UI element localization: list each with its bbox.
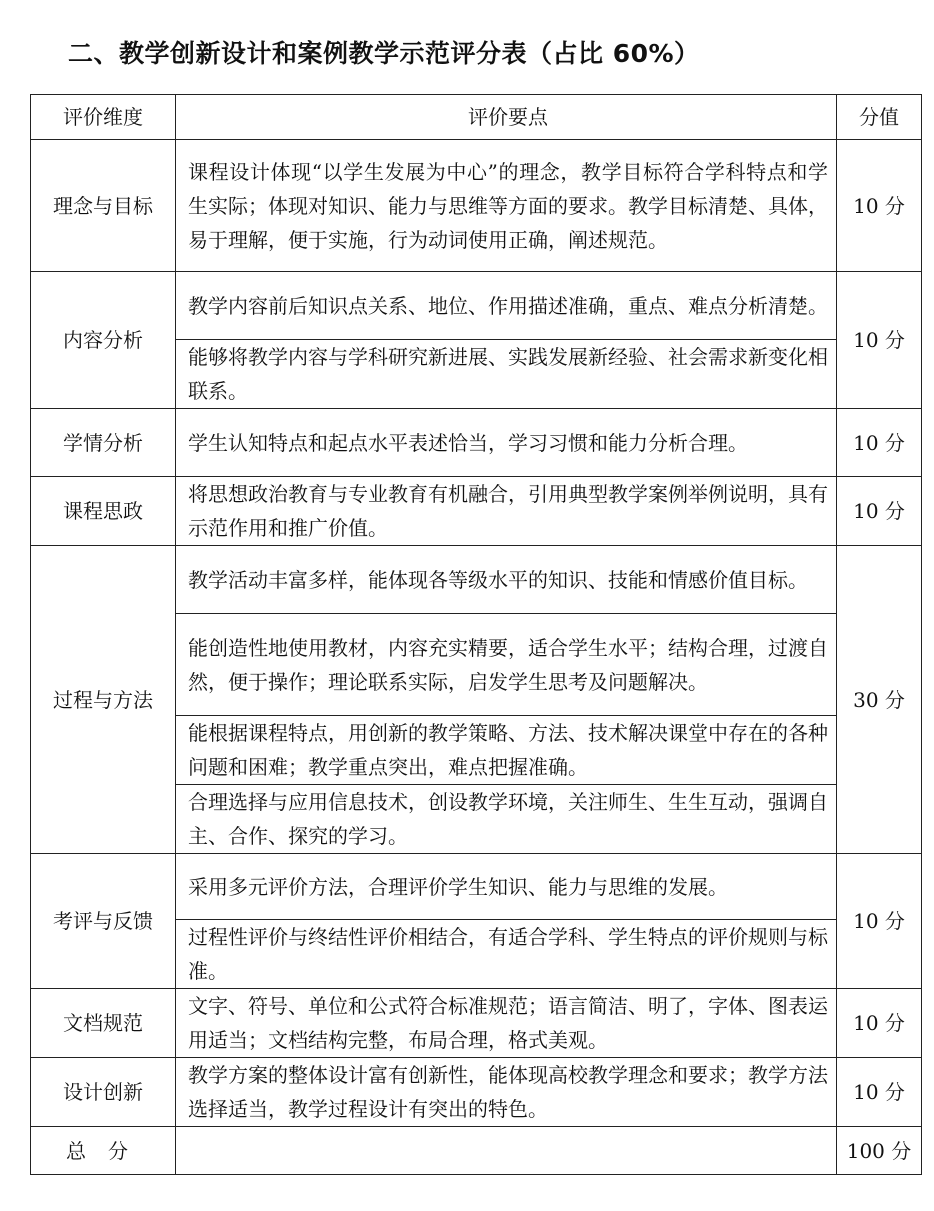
page-title: 二、教学创新设计和案例教学示范评分表（占比 60%） bbox=[68, 39, 700, 68]
total-empty-cell bbox=[176, 1127, 837, 1175]
criteria-cell: 能根据课程特点，用创新的教学策略、方法、技术解决课堂中存在的各种问题和困难；教学重点突出，难点把握准确。 bbox=[176, 716, 837, 785]
header-points: 评价要点 bbox=[176, 95, 837, 140]
header-row bbox=[31, 95, 922, 140]
score-cell: 10 分 bbox=[837, 989, 922, 1058]
criteria-cell: 能够将教学内容与学科研究新进展、实践发展新经验、社会需求新变化相联系。 bbox=[176, 340, 837, 409]
table-row bbox=[31, 1058, 922, 1127]
total-row bbox=[31, 1127, 922, 1175]
dimension-cell: 文档规范 bbox=[31, 989, 176, 1058]
table-row bbox=[31, 140, 922, 272]
criteria-cell: 将思想政治教育与专业教育有机融合，引用典型教学案例举例说明，具有示范作用和推广价值。 bbox=[176, 477, 837, 546]
dimension-cell: 学情分析 bbox=[31, 409, 176, 477]
dimension-cell: 考评与反馈 bbox=[31, 854, 176, 989]
score-cell: 10 分 bbox=[837, 854, 922, 989]
score-cell: 10 分 bbox=[837, 272, 922, 409]
criteria-cell: 教学活动丰富多样，能体现各等级水平的知识、技能和情感价值目标。 bbox=[176, 546, 837, 614]
criteria-cell: 过程性评价与终结性评价相结合，有适合学科、学生特点的评价规则与标准。 bbox=[176, 920, 837, 989]
header-score: 分值 bbox=[837, 95, 922, 140]
score-cell: 10 分 bbox=[837, 1058, 922, 1127]
criteria-cell: 合理选择与应用信息技术，创设教学环境，关注师生、生生互动，强调自主、合作、探究的学习。 bbox=[176, 785, 837, 854]
total-score: 100 分 bbox=[837, 1127, 922, 1175]
score-cell: 10 分 bbox=[837, 409, 922, 477]
score-cell: 10 分 bbox=[837, 140, 922, 272]
criteria-cell: 能创造性地使用教材，内容充实精要，适合学生水平；结构合理，过渡自然，便于操作；理论联系实际，启发学生思考及问题解决。 bbox=[176, 614, 837, 716]
header-dimension: 评价维度 bbox=[31, 95, 176, 140]
table-row bbox=[31, 546, 922, 614]
table-row bbox=[31, 477, 922, 546]
criteria-cell: 文字、符号、单位和公式符合标准规范；语言简洁、明了，字体、图表运用适当；文档结构完整，布局合理，格式美观。 bbox=[176, 989, 837, 1058]
dimension-cell: 内容分析 bbox=[31, 272, 176, 409]
dimension-cell: 课程思政 bbox=[31, 477, 176, 546]
table-row bbox=[31, 272, 922, 340]
total-label: 总分 bbox=[31, 1127, 176, 1175]
criteria-cell: 课程设计体现“以学生发展为中心”的理念，教学目标符合学科特点和学生实际；体现对知识、能力与思维等方面的要求。教学目标清楚、具体，易于理解，便于实施，行为动词使用正确，阐述规范。 bbox=[176, 140, 837, 272]
criteria-cell: 采用多元评价方法，合理评价学生知识、能力与思维的发展。 bbox=[176, 854, 837, 920]
table-row bbox=[31, 854, 922, 920]
scoring-table bbox=[30, 94, 922, 1175]
score-cell: 30 分 bbox=[837, 546, 922, 854]
table-body bbox=[31, 140, 922, 1175]
dimension-cell: 设计创新 bbox=[31, 1058, 176, 1127]
criteria-cell: 学生认知特点和起点水平表述恰当，学习习惯和能力分析合理。 bbox=[176, 409, 837, 477]
criteria-cell: 教学方案的整体设计富有创新性，能体现高校教学理念和要求；教学方法选择适当，教学过程设计有突出的特色。 bbox=[176, 1058, 837, 1127]
table-row bbox=[31, 989, 922, 1058]
score-cell: 10 分 bbox=[837, 477, 922, 546]
dimension-cell: 过程与方法 bbox=[31, 546, 176, 854]
criteria-cell: 教学内容前后知识点关系、地位、作用描述准确，重点、难点分析清楚。 bbox=[176, 272, 837, 340]
dimension-cell: 理念与目标 bbox=[31, 140, 176, 272]
table-row bbox=[31, 409, 922, 477]
